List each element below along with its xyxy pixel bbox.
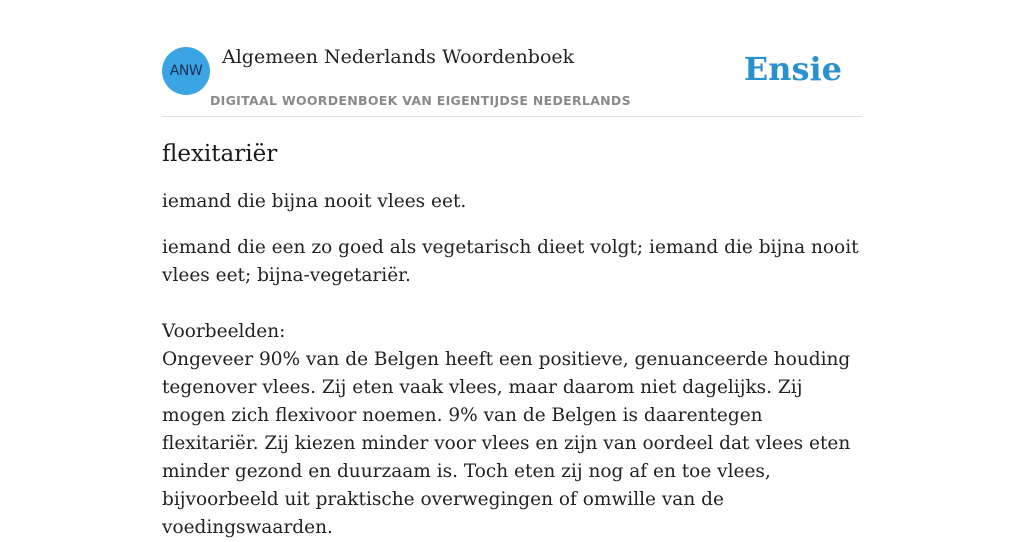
long-definition: iemand die een zo goed als vegetarisch dieet volgt; iemand die bijna nooit vlees eet; bijna-vegetariër.	[162, 237, 859, 286]
examples-label: Voorbeelden:	[162, 321, 286, 342]
entry-headword: flexitariër	[162, 141, 278, 167]
site-header	[162, 40, 862, 117]
site-title[interactable]: Algemeen Nederlands Woordenboek	[222, 46, 575, 68]
example-text: Ongeveer 90% van de Belgen heeft een positieve, genuanceerde houding tegenover vlees. Zij eten vaak vlees, maar daarom niet dagelijks. Zij mogen zich flexivoor noemen. 9% van de Belgen is daarentegen flexitariër. Zij kiezen minder voor vlees en zijn van oordeel dat vlees eten minder gezond en duurzaam is. Toch eten zij nog af en toe vlees, bijvoorbeeld uit praktische overwegingen of omwille van de voedingswaarden.	[162, 349, 851, 538]
ensie-brand-logo[interactable]: Ensie	[743, 50, 842, 88]
entry-content	[162, 138, 862, 542]
short-definition: iemand die bijna nooit vlees eet.	[162, 191, 467, 212]
site-subtitle: DIGITAAL WOORDENBOEK VAN EIGENTIJDSE NEDERLANDS	[210, 93, 631, 108]
anw-logo[interactable]: ANW	[162, 47, 210, 95]
